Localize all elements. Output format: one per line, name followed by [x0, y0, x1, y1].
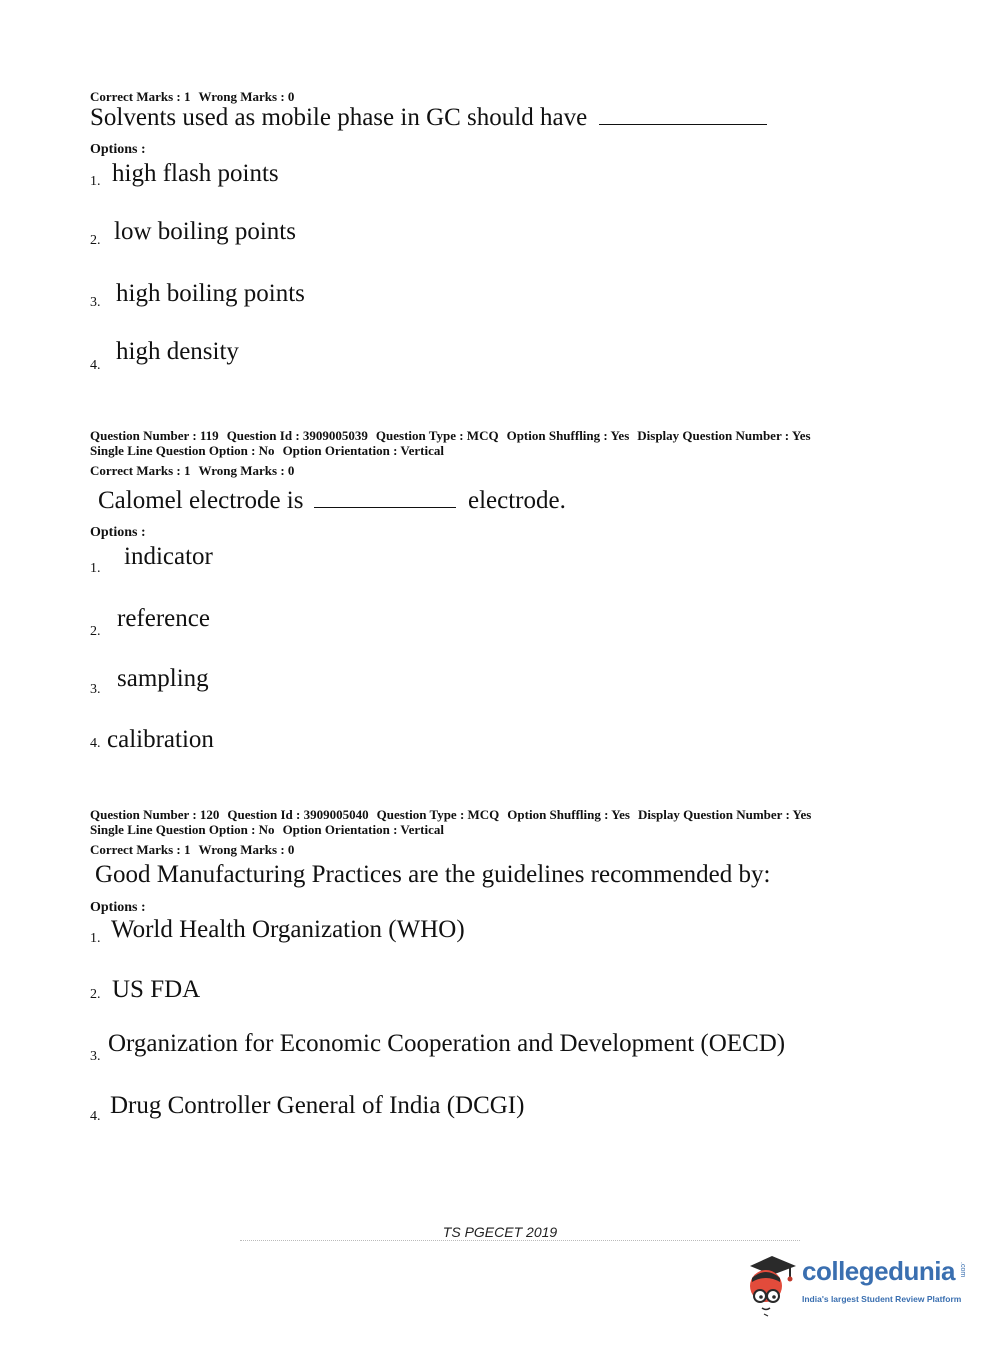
- option-shuffling: Option Shuffling : Yes: [507, 807, 630, 822]
- option-number: 1.: [90, 174, 101, 189]
- divider: [240, 1240, 800, 1245]
- logo-com: .com: [959, 1262, 966, 1278]
- option-number: 4.: [90, 358, 101, 373]
- option-text: high density: [116, 338, 239, 365]
- options-label: Options :: [90, 525, 146, 540]
- option-shuffling: Option Shuffling : Yes: [506, 428, 630, 443]
- options-label: Options :: [90, 900, 146, 915]
- option-text: high boiling points: [116, 280, 305, 307]
- single-line-option: Single Line Question Option : No: [90, 443, 275, 458]
- logo-tagline: India's largest Student Review Platform: [802, 1294, 962, 1304]
- question-text-content: Solvents used as mobile phase in GC should have: [90, 104, 588, 131]
- option-orientation: Option Orientation : Vertical: [282, 822, 444, 837]
- question-meta: [90, 807, 819, 837]
- option-text: low boiling points: [114, 218, 296, 245]
- display-question-number: Display Question Number : Yes: [637, 428, 811, 443]
- option-number: 4.: [90, 1109, 101, 1124]
- question-type: Question Type : MCQ: [376, 807, 500, 822]
- answer-blank: [314, 506, 456, 508]
- question-text-after: electrode.: [467, 487, 566, 514]
- question-id: Question Id : 3909005040: [227, 807, 369, 822]
- option-text: high flash points: [112, 160, 279, 187]
- question-meta: [90, 428, 819, 458]
- option-number: 1.: [90, 931, 101, 946]
- correct-marks: Correct Marks : 1: [90, 842, 191, 857]
- marks-line: [90, 89, 302, 104]
- option-text: indicator: [124, 543, 213, 570]
- options-label: Options :: [90, 142, 146, 157]
- option-number: 2.: [90, 987, 101, 1002]
- question-text: [98, 487, 566, 515]
- option-number: 3.: [90, 1049, 101, 1064]
- correct-marks: Correct Marks : 1: [90, 463, 191, 478]
- marks-line: [90, 842, 302, 857]
- question-text-before: Calomel electrode is: [98, 487, 304, 514]
- option-orientation: Option Orientation : Vertical: [282, 443, 444, 458]
- exam-label: TS PGECET 2019: [442, 1224, 558, 1240]
- option-text: Drug Controller General of India (DCGI): [110, 1092, 525, 1119]
- marks-line: [90, 463, 302, 478]
- answer-blank: [599, 123, 767, 125]
- option-text: sampling: [117, 665, 209, 692]
- wrong-marks: Wrong Marks : 0: [198, 842, 295, 857]
- wrong-marks: Wrong Marks : 0: [198, 89, 295, 104]
- option-number: 3.: [90, 295, 101, 310]
- question-number: Question Number : 120: [90, 807, 220, 822]
- display-question-number: Display Question Number : Yes: [637, 807, 812, 822]
- single-line-option: Single Line Question Option : No: [90, 822, 275, 837]
- option-text: reference: [117, 605, 210, 632]
- collegedunia-logo[interactable]: [742, 1248, 972, 1318]
- question-text: [90, 104, 767, 132]
- option-number: 4.: [90, 736, 101, 751]
- question-type: Question Type : MCQ: [375, 428, 499, 443]
- question-text: Good Manufacturing Practices are the guidelines recommended by:: [95, 861, 771, 888]
- wrong-marks: Wrong Marks : 0: [198, 463, 295, 478]
- option-text: Organization for Economic Cooperation and Development (OECD): [108, 1030, 786, 1057]
- question-id: Question Id : 3909005039: [226, 428, 368, 443]
- option-text: calibration: [107, 726, 214, 753]
- logo-wordmark: collegedunia: [802, 1256, 955, 1286]
- option-number: 2.: [90, 624, 101, 639]
- question-number: Question Number : 119: [90, 428, 219, 443]
- option-number: 1.: [90, 561, 101, 576]
- mascot-icon: [742, 1248, 802, 1318]
- option-text: World Health Organization (WHO): [111, 916, 465, 943]
- option-number: 2.: [90, 233, 101, 248]
- option-number: 3.: [90, 682, 101, 697]
- correct-marks: Correct Marks : 1: [90, 89, 191, 104]
- option-text: US FDA: [112, 976, 201, 1003]
